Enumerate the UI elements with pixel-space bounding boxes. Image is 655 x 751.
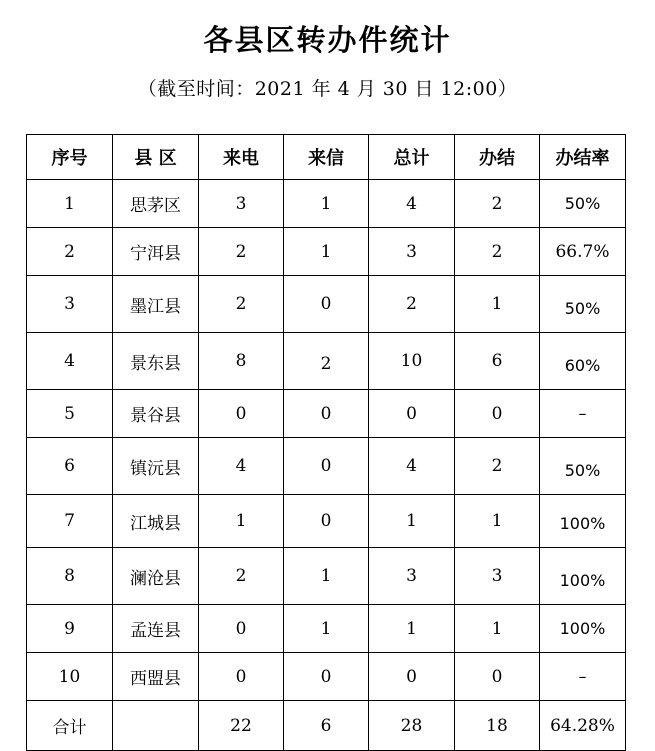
cell-calls: 2 [199, 276, 284, 333]
cell-rate: 64.28% [540, 701, 626, 751]
cell-letters: 0 [284, 495, 369, 548]
cell-calls: 4 [199, 438, 284, 495]
cell-letters: 0 [284, 438, 369, 495]
page-title: 各县区转办件统计 [203, 23, 452, 57]
cell-county: 宁洱县 [113, 228, 199, 276]
cell-total: 1 [369, 495, 455, 548]
table-row [27, 438, 626, 495]
header-row [27, 135, 626, 180]
cell-closed: 18 [455, 701, 540, 751]
cell-total: 3 [369, 228, 455, 276]
cell-total: 28 [369, 701, 455, 751]
cell-total-label: 合计 [27, 701, 113, 751]
cell-total: 3 [369, 548, 455, 605]
cell-rate: 50% [540, 438, 626, 495]
cell-total: 1 [369, 605, 455, 653]
cell-total: 2 [369, 276, 455, 333]
cell-county [113, 701, 199, 751]
cell-closed: 0 [455, 653, 540, 701]
column-header-no: 序号 [27, 135, 113, 180]
cell-letters: 0 [284, 276, 369, 333]
cell-calls: 1 [199, 495, 284, 548]
cell-county: 镇沅县 [113, 438, 199, 495]
cell-no: 9 [27, 605, 113, 653]
cell-no: 4 [27, 333, 113, 390]
cell-calls: 2 [199, 228, 284, 276]
table-row [27, 390, 626, 438]
cell-calls: 0 [199, 653, 284, 701]
cell-no: 10 [27, 653, 113, 701]
cell-county: 思茅区 [113, 180, 199, 228]
cell-no: 6 [27, 438, 113, 495]
cell-rate: – [540, 390, 626, 438]
cell-letters: 0 [284, 653, 369, 701]
cell-closed: 6 [455, 333, 540, 390]
page-subtitle: （截至时间：2021 年 4 月 30 日 12:00） [137, 78, 518, 100]
table-row [27, 653, 626, 701]
column-header-closed: 办结 [455, 135, 540, 180]
cell-rate: 60% [540, 333, 626, 390]
cell-closed: 1 [455, 495, 540, 548]
cell-calls: 2 [199, 548, 284, 605]
cell-rate: 66.7% [540, 228, 626, 276]
cell-letters: 6 [284, 701, 369, 751]
cell-county: 景谷县 [113, 390, 199, 438]
cell-rate: 50% [540, 180, 626, 228]
cell-rate: – [540, 653, 626, 701]
cell-no: 2 [27, 228, 113, 276]
cell-county: 澜沧县 [113, 548, 199, 605]
cell-calls: 3 [199, 180, 284, 228]
cell-county: 江城县 [113, 495, 199, 548]
cell-total: 4 [369, 180, 455, 228]
cell-total: 0 [369, 390, 455, 438]
cell-no: 8 [27, 548, 113, 605]
table-row [27, 548, 626, 605]
cell-rate: 100% [540, 495, 626, 548]
table-row [27, 333, 626, 390]
cell-closed: 1 [455, 276, 540, 333]
cell-no: 1 [27, 180, 113, 228]
cell-no: 3 [27, 276, 113, 333]
table-row [27, 605, 626, 653]
column-header-total: 总计 [369, 135, 455, 180]
table-row [27, 228, 626, 276]
cell-county: 景东县 [113, 333, 199, 390]
cell-calls: 8 [199, 333, 284, 390]
cell-closed: 1 [455, 605, 540, 653]
cell-closed: 2 [455, 438, 540, 495]
table-row [27, 180, 626, 228]
table-row [27, 495, 626, 548]
cell-rate: 100% [540, 548, 626, 605]
cell-closed: 2 [455, 180, 540, 228]
cell-closed: 3 [455, 548, 540, 605]
column-header-calls: 来电 [199, 135, 284, 180]
cell-letters: 1 [284, 228, 369, 276]
total-row [27, 701, 626, 751]
cell-letters: 0 [284, 390, 369, 438]
column-header-county: 县 区 [113, 135, 199, 180]
cell-letters: 1 [284, 548, 369, 605]
cell-total: 4 [369, 438, 455, 495]
cell-calls: 0 [199, 605, 284, 653]
cell-total: 10 [369, 333, 455, 390]
cell-no: 5 [27, 390, 113, 438]
cell-rate: 100% [540, 605, 626, 653]
cell-county: 孟连县 [113, 605, 199, 653]
column-header-rate: 办结率 [540, 135, 626, 180]
statistics-table [26, 134, 626, 751]
cell-rate: 50% [540, 276, 626, 333]
cell-county: 墨江县 [113, 276, 199, 333]
cell-closed: 0 [455, 390, 540, 438]
cell-calls: 0 [199, 390, 284, 438]
cell-closed: 2 [455, 228, 540, 276]
column-header-letters: 来信 [284, 135, 369, 180]
cell-county: 西盟县 [113, 653, 199, 701]
cell-total: 0 [369, 653, 455, 701]
cell-calls: 22 [199, 701, 284, 751]
cell-letters: 2 [284, 333, 369, 390]
table-row [27, 276, 626, 333]
cell-no: 7 [27, 495, 113, 548]
cell-letters: 1 [284, 180, 369, 228]
cell-letters: 1 [284, 605, 369, 653]
